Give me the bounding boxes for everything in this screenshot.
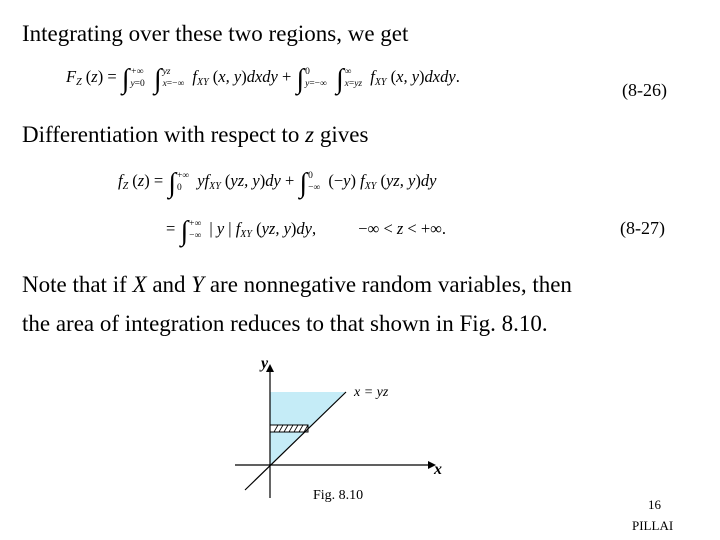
note-var-y: Y	[191, 272, 205, 297]
differentiation-var: z	[305, 122, 315, 147]
x-axis-label: x	[434, 461, 442, 478]
intro-text: Integrating over these two regions, we get	[22, 21, 409, 46]
equation-8-27-line1: $f_Z$ (z) = ∫+∞ 0 $yf_{XY}$ (yz, y)dy + ∫0 −∞ (−y) $f_{XY}$ (yz, y)dy	[118, 168, 437, 199]
note-text-a: Note that if	[22, 272, 133, 297]
equation-number-8-27: (8-27)	[620, 218, 665, 238]
line-label: x = yz	[354, 385, 389, 400]
author-name: PILLAI	[632, 518, 674, 533]
differentiation-text	[22, 121, 368, 149]
figure-caption: Fig. 8.10	[313, 488, 364, 503]
equation-number-8-26: (8-26)	[622, 80, 667, 100]
equation-8-27-line2: = ∫+∞ −∞ | y | $f_{XY}$ (yz, y)dy, −∞ < z < +∞.	[166, 216, 447, 247]
page-number: 16	[648, 497, 661, 512]
differentiation-suffix: gives	[314, 122, 369, 147]
equation-8-26: $F_Z$ (z) = ∫+∞ y=0 ∫yz x=−∞ $f_{XY}$ (x, y)dxdy + ∫0 y=−∞ ∫∞ x=yz $f_{XY}$ (x, y)dxdy.	[66, 64, 460, 95]
note-text-c: are nonnegative random variables, then	[204, 272, 572, 297]
note-text-b: and	[146, 272, 192, 297]
figure-8-10	[230, 350, 460, 500]
note-var-x: X	[132, 272, 147, 297]
note-line-1	[22, 271, 572, 299]
y-axis-label: y	[261, 355, 269, 372]
note-line-2: the area of integration reduces to that shown in Fig. 8.10.	[22, 311, 548, 336]
differentiation-prefix: Differentiation with respect to	[22, 122, 306, 147]
